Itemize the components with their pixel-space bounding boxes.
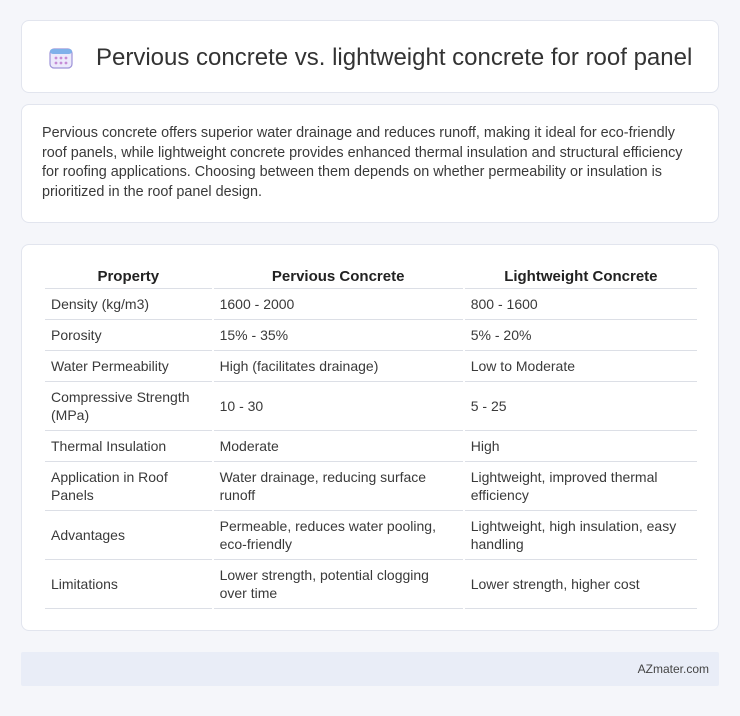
table-cell: Compressive Strength (MPa)	[45, 382, 212, 431]
table-cell: Moderate	[214, 431, 463, 462]
table-cell: Water Permeability	[45, 351, 212, 382]
table-cell: Lower strength, higher cost	[465, 560, 697, 609]
table-row	[45, 351, 697, 382]
table-cell: Water drainage, reducing surface runoff	[214, 462, 463, 511]
table-cell: High	[465, 431, 697, 462]
table-cell: Lightweight, high insulation, easy handling	[465, 511, 697, 560]
table-cell: 800 - 1600	[465, 289, 697, 320]
table-cell: Lightweight, improved thermal efficiency	[465, 462, 697, 511]
header-property: Property	[45, 264, 212, 289]
table-cell: Density (kg/m3)	[45, 289, 212, 320]
summary-text: Pervious concrete offers superior water drainage and reduces runoff, making it ideal for eco-friendly roof panels, while lightweight concrete provides enhanced thermal insulation and structural efficiency for roofing applications. Choosing between them depends on whether permeability or insulation is prioritized in the roof panel design.	[42, 125, 683, 200]
table-cell: 5 - 25	[465, 382, 697, 431]
table-cell: 5% - 20%	[465, 320, 697, 351]
calendar-icon	[49, 47, 73, 69]
comparison-table	[43, 264, 699, 609]
table-row	[45, 382, 697, 431]
title-card	[21, 20, 719, 93]
table-row	[45, 289, 697, 320]
table-header-row	[45, 264, 697, 289]
header-lightweight: Lightweight Concrete	[465, 264, 697, 289]
table-cell: Permeable, reduces water pooling, eco-friendly	[214, 511, 463, 560]
site-credit[interactable]: AZmater.com	[637, 662, 709, 676]
table-cell: Application in Roof Panels	[45, 462, 212, 511]
table-cell: Thermal Insulation	[45, 431, 212, 462]
header-pervious: Pervious Concrete	[214, 264, 463, 289]
table-cell: Porosity	[45, 320, 212, 351]
table-cell: 15% - 35%	[214, 320, 463, 351]
table-cell: 1600 - 2000	[214, 289, 463, 320]
table-row	[45, 431, 697, 462]
table-row	[45, 560, 697, 609]
footer-bar	[21, 652, 719, 686]
table-cell: Low to Moderate	[465, 351, 697, 382]
table-row	[45, 511, 697, 560]
table-cell: Lower strength, potential clogging over time	[214, 560, 463, 609]
table-cell: High (facilitates drainage)	[214, 351, 463, 382]
summary-card	[21, 104, 719, 223]
table-row	[45, 320, 697, 351]
table-cell: 10 - 30	[214, 382, 463, 431]
table-row	[45, 462, 697, 511]
table-cell: Advantages	[45, 511, 212, 560]
page-title: Pervious concrete vs. lightweight concrete for roof panel	[96, 44, 693, 71]
comparison-card	[21, 244, 719, 631]
table-cell: Limitations	[45, 560, 212, 609]
